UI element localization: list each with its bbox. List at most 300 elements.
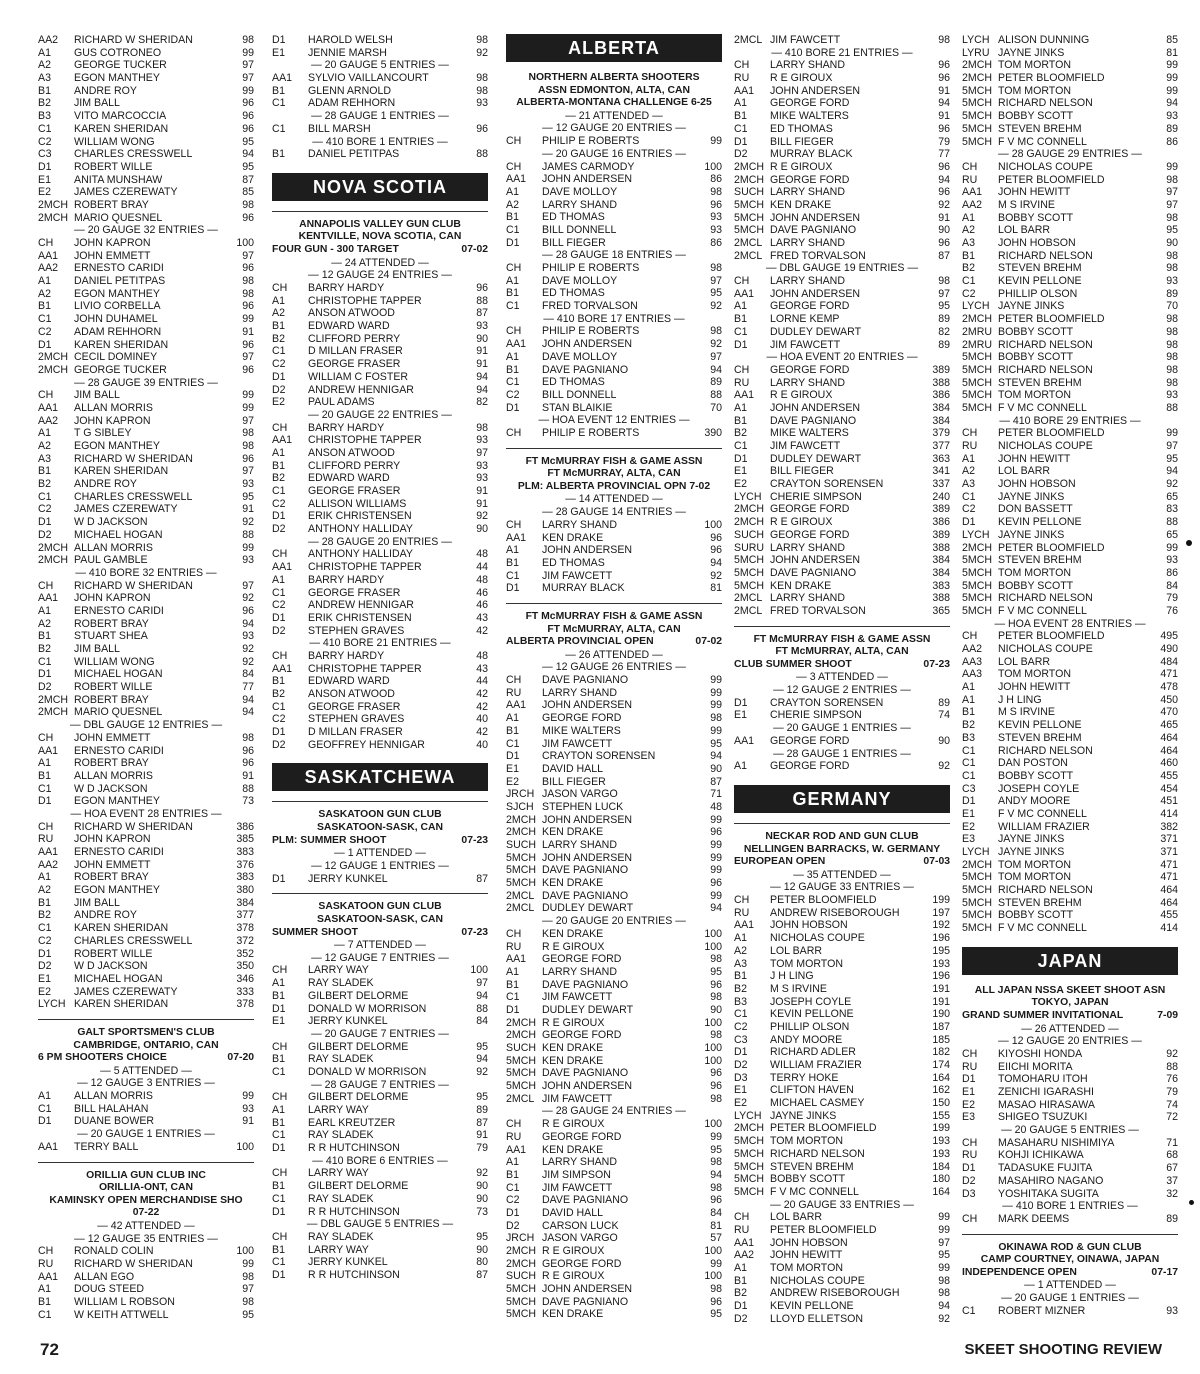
- shooter-name: RICHARD NELSON: [998, 592, 1093, 605]
- shooter-name: TOM MORTON: [998, 871, 1071, 884]
- shooter-name: GEORGE FORD: [770, 173, 850, 186]
- class-code: AA1: [38, 744, 59, 757]
- result-row: [734, 326, 950, 339]
- score: 99: [1166, 427, 1178, 440]
- class-code: A2: [734, 944, 747, 957]
- class-code: A2: [962, 465, 975, 478]
- score: 90: [476, 523, 488, 536]
- shooter-name: W D JACKSON: [74, 516, 148, 529]
- class-code: 5MCH: [962, 110, 993, 123]
- class-code: 2MCH: [962, 313, 993, 326]
- result-row: [272, 498, 488, 511]
- score: 98: [476, 84, 488, 97]
- shooter-name: W D JACKSON: [74, 782, 148, 795]
- score: 71: [710, 788, 722, 801]
- shooter-name: KEVIN PELLONE: [770, 1300, 854, 1313]
- shooter-name: JOHN EMMETT: [74, 249, 151, 262]
- result-row: [272, 1053, 488, 1066]
- club-line: OKINAWA ROD & GUN CLUB: [998, 1241, 1142, 1253]
- event-separator: — 28 GAUGE 20 ENTRIES —: [272, 536, 488, 549]
- shooter-name: JOHN ANDERSEN: [542, 851, 633, 864]
- score: 100: [704, 1016, 722, 1029]
- score: 57: [710, 1232, 722, 1245]
- class-code: A1: [506, 544, 519, 557]
- result-row: [506, 1245, 722, 1258]
- class-code: C1: [272, 485, 286, 498]
- class-code: B2: [272, 688, 285, 701]
- score: 174: [932, 1059, 950, 1071]
- class-code: CH: [38, 1245, 54, 1258]
- score: 44: [476, 675, 488, 688]
- class-code: 2MCH: [38, 706, 69, 719]
- score: 371: [1160, 833, 1178, 846]
- class-code: AA1: [506, 699, 527, 712]
- shooter-name: ADAM REHHORN: [74, 325, 162, 338]
- class-code: B2: [962, 262, 975, 275]
- class-code: D1: [506, 1003, 520, 1016]
- class-code: A1: [734, 300, 747, 313]
- class-code: B1: [272, 320, 285, 333]
- shooter-name: CLIFFORD PERRY: [308, 332, 401, 345]
- club-line: NORTHERN ALBERTA SHOOTERS: [528, 72, 700, 83]
- class-code: CH: [272, 649, 288, 662]
- class-code: D1: [506, 401, 520, 414]
- shooter-name: MARIO QUESNEL: [74, 706, 163, 719]
- score: 37: [1166, 1174, 1178, 1187]
- score: 96: [710, 198, 722, 211]
- class-code: RU: [734, 906, 750, 919]
- shooter-name: KAREN SHERIDAN: [74, 998, 169, 1011]
- class-code: 5MCH: [734, 554, 765, 567]
- shooter-name: MURRAY BLACK: [770, 148, 853, 161]
- class-code: B1: [734, 313, 747, 326]
- shooter-name: KOHJI ICHIKAWA: [998, 1149, 1084, 1162]
- class-code: AA1: [962, 186, 983, 199]
- result-row: [962, 630, 1178, 643]
- shooter-name: ROBERT WILLE: [74, 681, 153, 694]
- class-code: A1: [38, 604, 51, 617]
- result-row: [38, 757, 254, 770]
- shooter-name: MURRAY BLACK: [542, 582, 625, 595]
- result-row: [506, 1144, 722, 1157]
- shooter-name: ALLAN MORRIS: [74, 1090, 153, 1103]
- score: 464: [1160, 744, 1178, 757]
- class-code: RU: [506, 1130, 522, 1143]
- class-code: B1: [734, 110, 747, 123]
- result-row: [38, 960, 254, 973]
- score: 93: [242, 630, 254, 643]
- class-code: CH: [962, 1212, 978, 1225]
- result-row: [962, 453, 1178, 466]
- shooter-name: BILL HALAHAN: [74, 1102, 149, 1115]
- class-code: B1: [38, 896, 51, 909]
- result-row: [962, 732, 1178, 745]
- shooter-name: KEN DRAKE: [542, 1143, 604, 1156]
- score: 96: [938, 160, 950, 173]
- result-row: [962, 846, 1178, 859]
- score: 99: [1166, 541, 1178, 554]
- shooter-name: ANDRE ROY: [74, 84, 137, 97]
- shooter-name: GEORGE FORD: [770, 760, 850, 773]
- shooter-name: FRED TORVALSON: [770, 249, 866, 262]
- class-code: D1: [38, 668, 52, 681]
- class-code: AA3: [962, 655, 983, 668]
- score: 88: [1166, 401, 1178, 414]
- score: 93: [1166, 554, 1178, 567]
- shooter-name: JOHN ANDERSEN: [542, 1080, 633, 1093]
- class-code: CH: [272, 421, 288, 434]
- class-code: C1: [734, 1008, 748, 1021]
- result-row: [506, 376, 722, 389]
- score: 86: [1166, 566, 1178, 579]
- class-code: C1: [38, 1102, 52, 1115]
- shooter-name: JIM FAWCETT: [770, 338, 841, 351]
- result-row: [506, 1067, 722, 1080]
- result-row: [734, 1262, 950, 1275]
- score: 99: [1166, 160, 1178, 173]
- score: 96: [242, 604, 254, 617]
- class-code: 2MCL: [506, 1092, 535, 1105]
- score: 96: [710, 1080, 722, 1093]
- class-code: C1: [38, 655, 52, 668]
- class-code: D1: [38, 516, 52, 529]
- event-separator: — 12 GAUGE 2 ENTRIES —: [734, 684, 950, 697]
- shooter-name: LOL BARR: [998, 224, 1051, 237]
- class-code: D1: [38, 160, 52, 173]
- result-row: [506, 928, 722, 941]
- club-header: [272, 893, 488, 939]
- result-row: [38, 643, 254, 656]
- event-line: [962, 1267, 1178, 1280]
- result-row: [38, 745, 254, 758]
- class-code: C1: [38, 490, 52, 503]
- class-code: B1: [38, 630, 51, 643]
- club-line: ALBERTA-MONTANA CHALLENGE 6-25: [516, 97, 712, 109]
- score: 92: [242, 655, 254, 668]
- class-code: 5MCH: [506, 877, 537, 890]
- result-row: [272, 612, 488, 625]
- result-row: [506, 852, 722, 865]
- result-row: [38, 300, 254, 313]
- class-code: 2MCH: [734, 173, 765, 186]
- score: 98: [938, 34, 950, 46]
- result-row: [506, 224, 722, 237]
- score: 471: [1160, 668, 1178, 681]
- region-banner: NOVA SCOTIA: [272, 173, 488, 201]
- scan-speck: [1186, 540, 1192, 546]
- score: 470: [1160, 706, 1178, 719]
- class-code: AA1: [734, 389, 755, 402]
- class-code: B2: [38, 909, 51, 922]
- class-code: D1: [38, 795, 52, 808]
- class-code: 2MCH: [38, 198, 69, 211]
- class-code: 2MCH: [38, 693, 69, 706]
- score: 98: [242, 287, 254, 300]
- class-code: B1: [506, 211, 519, 224]
- class-code: SUCH: [734, 186, 765, 199]
- class-code: A2: [38, 617, 51, 630]
- class-code: LYCH: [962, 300, 990, 313]
- shooter-name: LARRY SHAND: [770, 275, 845, 288]
- result-row: [506, 1093, 722, 1106]
- shooter-name: CLIFTON HAVEN: [770, 1084, 854, 1097]
- score: 48: [476, 548, 488, 561]
- result-row: [506, 699, 722, 712]
- result-row: [38, 110, 254, 123]
- result-row: [734, 542, 950, 555]
- club-header: [272, 801, 488, 847]
- result-row: [38, 415, 254, 428]
- class-code: E2: [272, 396, 285, 409]
- score: 385: [236, 833, 254, 846]
- class-code: D1: [38, 947, 52, 960]
- result-row: [272, 1180, 488, 1193]
- class-code: 5MCH: [506, 864, 537, 877]
- shooter-name: WILLIAM WONG: [74, 655, 155, 668]
- class-code: D2: [38, 960, 52, 973]
- shooter-name: DAVE PAGNIANO: [542, 1067, 629, 1080]
- result-row: [734, 85, 950, 98]
- result-row: [38, 833, 254, 846]
- score: 383: [236, 871, 254, 884]
- class-code: D1: [272, 370, 286, 383]
- result-row: [962, 85, 1178, 98]
- shooter-name: LARRY WAY: [308, 1243, 369, 1256]
- result-row: [38, 516, 254, 529]
- score: 97: [242, 465, 254, 478]
- shooter-name: RAY SLADEK: [308, 977, 374, 990]
- event-separator: — 20 GAUGE 5 ENTRIES —: [272, 59, 488, 72]
- score: 77: [242, 681, 254, 694]
- class-code: E1: [734, 1084, 747, 1097]
- score: 94: [938, 173, 950, 186]
- class-code: 5MCH: [962, 135, 993, 148]
- shooter-name: DUANE BOWER: [74, 1115, 155, 1128]
- class-code: D1: [962, 1073, 976, 1086]
- class-code: AA2: [38, 262, 59, 275]
- class-code: D1: [272, 1142, 286, 1155]
- result-row: [506, 1296, 722, 1309]
- shooter-name: JERRY KUNKEL: [308, 1015, 388, 1028]
- class-code: B1: [506, 978, 519, 991]
- class-code: E1: [962, 1086, 975, 1099]
- result-row: [506, 389, 722, 402]
- result-row: [734, 237, 950, 250]
- shooter-name: KEVIN PELLONE: [998, 275, 1082, 288]
- result-row: [734, 389, 950, 402]
- score: 97: [242, 579, 254, 592]
- shooter-name: BILL FIEGER: [542, 236, 606, 249]
- class-code: A2: [272, 307, 285, 320]
- event-name: GRAND SUMMER INVITATIONAL: [962, 1010, 1124, 1021]
- shooter-name: DAVE MOLLOY: [542, 185, 618, 198]
- class-code: B3: [734, 995, 747, 1008]
- result-row: [38, 1090, 254, 1103]
- class-code: C1: [734, 325, 748, 338]
- score: 42: [476, 688, 488, 701]
- shooter-name: RAY SLADEK: [308, 1192, 374, 1205]
- class-code: D1: [272, 510, 286, 523]
- result-row: [272, 447, 488, 460]
- shooter-name: F V MC CONNELL: [998, 135, 1087, 148]
- class-code: C1: [962, 1304, 976, 1317]
- class-code: LYCH: [962, 528, 990, 541]
- shooter-name: JOHN HEWITT: [770, 1249, 843, 1262]
- class-code: 5MCH: [506, 851, 537, 864]
- score: 96: [938, 122, 950, 135]
- score: 42: [476, 700, 488, 713]
- class-code: A3: [734, 957, 747, 970]
- class-code: D2: [38, 528, 52, 541]
- shooter-name: PAUL GAMBLE: [74, 554, 148, 567]
- class-code: AA2: [962, 643, 983, 655]
- shooter-name: LARRY WAY: [308, 1104, 369, 1117]
- shooter-name: ANDRE ROY: [74, 478, 137, 491]
- score: 96: [476, 122, 488, 135]
- score: 184: [932, 1160, 950, 1173]
- score: 99: [710, 674, 722, 687]
- result-row: [38, 681, 254, 694]
- result-row: [962, 402, 1178, 415]
- shooter-name: GILBERT DELORME: [308, 989, 409, 1002]
- shooter-name: RICHARD NELSON: [998, 249, 1093, 262]
- shooter-name: J H LING: [998, 693, 1042, 706]
- class-code: C2: [506, 388, 520, 401]
- class-code: 2MCH: [506, 813, 537, 826]
- shooter-name: BOBBY SCOTT: [998, 579, 1074, 592]
- class-code: 5MCH: [734, 566, 765, 579]
- shooter-name: STEVEN BREHM: [998, 122, 1082, 135]
- score: 388: [932, 592, 950, 605]
- result-row: [506, 902, 722, 915]
- score: 98: [710, 953, 722, 966]
- class-code: 2MCH: [962, 72, 993, 85]
- result-row: [962, 605, 1178, 618]
- score: 95: [476, 1230, 488, 1243]
- shooter-name: JAYNE JINKS: [998, 490, 1065, 503]
- result-row: [38, 542, 254, 555]
- shooter-name: W KEITH ATTWELL: [74, 1308, 169, 1321]
- class-code: D2: [272, 738, 286, 751]
- shooter-name: PAUL ADAMS: [308, 396, 375, 409]
- result-row: [38, 262, 254, 275]
- event-separator: — 12 GAUGE 33 ENTRIES —: [734, 881, 950, 894]
- result-row: [962, 1073, 1178, 1086]
- score: 197: [932, 906, 950, 919]
- result-row: [962, 34, 1178, 47]
- shooter-name: PHILIP E ROBERTS: [542, 135, 640, 148]
- class-code: 5MCH: [962, 884, 993, 897]
- shooter-name: MICHAEL HOGAN: [74, 528, 163, 541]
- score: 100: [236, 1140, 254, 1153]
- class-code: B1: [272, 1053, 285, 1066]
- class-code: 5MCH: [962, 604, 993, 617]
- score: 92: [476, 46, 488, 59]
- result-row: [962, 757, 1178, 770]
- score: 93: [476, 97, 488, 110]
- score: 87: [710, 775, 722, 788]
- result-row: [272, 1041, 488, 1054]
- class-code: B1: [506, 363, 519, 376]
- class-code: 5MCH: [734, 1185, 765, 1198]
- shooter-name: LARRY SHAND: [770, 59, 845, 72]
- class-code: B2: [38, 478, 51, 491]
- shooter-name: LOL BARR: [770, 944, 823, 957]
- result-row: [506, 1232, 722, 1245]
- score: 97: [710, 274, 722, 287]
- result-row: [734, 148, 950, 161]
- result-row: [272, 123, 488, 136]
- class-code: 2MCH: [506, 1257, 537, 1270]
- score: 98: [710, 1181, 722, 1194]
- shooter-name: FRED TORVALSON: [542, 300, 638, 313]
- score: 92: [242, 643, 254, 655]
- result-row: [272, 1167, 488, 1180]
- shooter-name: ALLAN MORRIS: [74, 769, 153, 782]
- event-separator: — 20 GAUGE 1 ENTRIES —: [962, 1292, 1178, 1305]
- class-code: C2: [506, 1194, 520, 1207]
- region-banner: SASKATCHEWA: [272, 763, 488, 791]
- result-row: [272, 97, 488, 110]
- score: 92: [710, 300, 722, 313]
- shooter-name: MIKE WALTERS: [770, 427, 849, 440]
- event-name: FOUR GUN - 300 TARGET: [272, 244, 399, 256]
- shooter-name: TOM MORTON: [998, 59, 1071, 72]
- class-code: RU: [962, 1060, 978, 1073]
- score: 388: [932, 376, 950, 389]
- score: 95: [242, 135, 254, 148]
- class-code: B3: [962, 731, 975, 744]
- score: 94: [1166, 465, 1178, 478]
- result-row: [38, 186, 254, 199]
- result-row: [506, 1118, 722, 1131]
- score: 95: [710, 737, 722, 750]
- score: 92: [476, 510, 488, 523]
- score: 91: [242, 769, 254, 782]
- result-row: [38, 465, 254, 478]
- score: 195: [932, 944, 950, 957]
- class-code: 5MCH: [962, 896, 993, 909]
- class-code: RU: [734, 376, 750, 389]
- shooter-name: ALLISON WILLIAMS: [308, 497, 407, 510]
- score: 95: [710, 1308, 722, 1321]
- shooter-name: T G SIBLEY: [74, 427, 132, 440]
- result-row: [962, 681, 1178, 694]
- class-code: D1: [272, 872, 286, 885]
- shooter-name: GEORGE FORD: [542, 1130, 622, 1143]
- shooter-name: JIM FAWCETT: [542, 1092, 613, 1105]
- score: 100: [236, 1245, 254, 1258]
- event-separator: — 20 GAUGE 20 ENTRIES —: [506, 915, 722, 928]
- score: 88: [1166, 1060, 1178, 1073]
- score: 92: [242, 592, 254, 605]
- event-line: [734, 856, 950, 869]
- result-row: [506, 991, 722, 1004]
- shooter-name: RICHARD NELSON: [770, 1147, 865, 1160]
- class-code: A2: [506, 198, 519, 211]
- class-code: A1: [38, 427, 51, 440]
- score: 99: [710, 686, 722, 699]
- result-row: [962, 922, 1178, 935]
- club-line: SASKATOON GUN CLUB: [318, 901, 442, 913]
- result-row: [962, 1149, 1178, 1162]
- shooter-name: GUS COTRONEO: [74, 46, 162, 59]
- score: 99: [242, 46, 254, 59]
- shooter-name: D MILLAN FRASER: [308, 345, 403, 358]
- event-separator: — DBL GAUGE 5 ENTRIES —: [272, 1218, 488, 1231]
- shooter-name: DONALD W MORRISON: [308, 1002, 427, 1015]
- shooter-name: JIM BALL: [74, 643, 120, 655]
